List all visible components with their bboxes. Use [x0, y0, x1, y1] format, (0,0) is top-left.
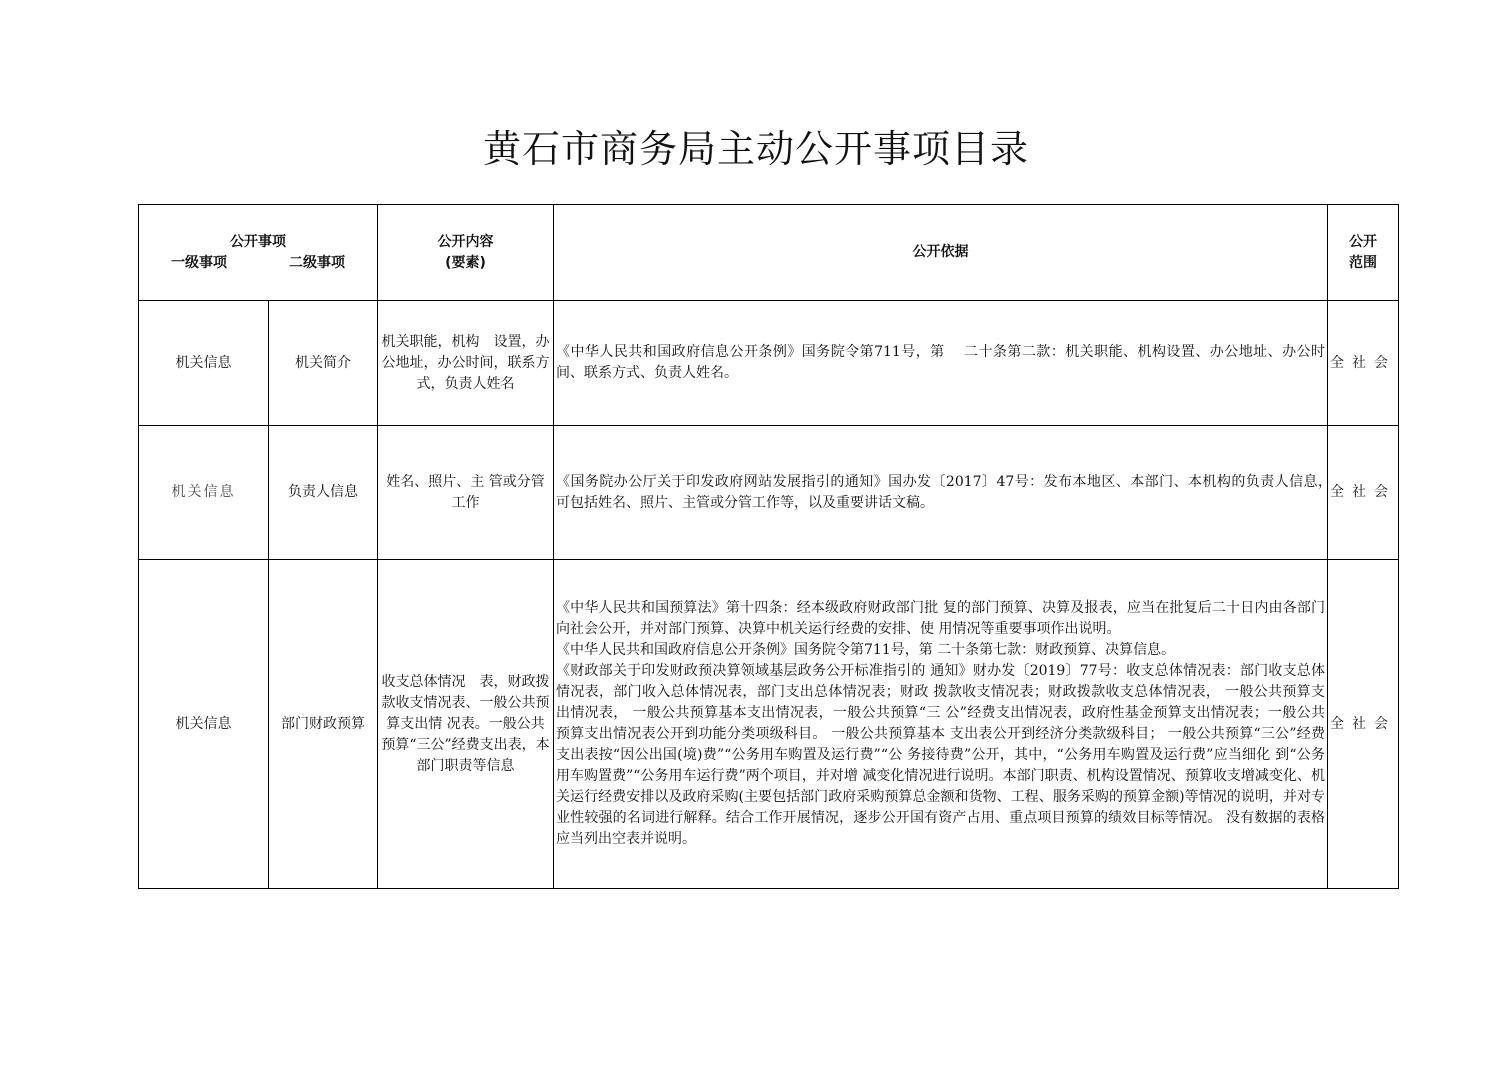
header-level1: 一级事项	[171, 254, 227, 271]
basis-paragraph: 《中华人民共和国政府信息公开条例》国务院令第711号，第 二十条第二款：机关职能、机构设置、办公地址、办公时间、联系方式、负责人姓名。	[556, 344, 1325, 381]
header-content-cell	[378, 205, 554, 301]
row-basis	[554, 560, 1328, 889]
row-level2: 机关简介	[269, 301, 378, 426]
table-header-row	[139, 205, 1399, 301]
row-level2: 负责人信息	[269, 426, 378, 560]
row-level1: 机关信息	[139, 560, 269, 889]
header-item: 公开事项	[230, 233, 286, 250]
row-level1: 机关信息	[139, 426, 269, 560]
basis-paragraph: 《中华人民共和国预算法》第十四条：经本级政府财政部门批 复的部门预算、决算及报表，应当在批复后二十日内由各部门 向社会公开，并对部门预算、决算中机关运行经费的安排、使 用情况等重要事项作出说明。	[556, 600, 1325, 637]
header-scope-cell	[1328, 205, 1399, 301]
table-row	[139, 426, 1399, 560]
row-level2: 部门财政预算	[269, 560, 378, 889]
page-title: 黄石市商务局主动公开事项目录	[482, 127, 1029, 171]
header-level2: 二级事项	[289, 254, 345, 271]
header-scope-line1: 公开	[1349, 233, 1377, 250]
table-row	[139, 560, 1399, 889]
row-content: 姓名、照片、主 管或分管工作	[378, 426, 554, 560]
basis-paragraph: 《国务院办公厅关于印发政府网站发展指引的通知》国办发〔2017〕47号：发布本地区、本部门、本机构的负责人信息， 可包括姓名、照片、主管或分管工作等，以及重要讲话文稿。	[556, 473, 1339, 511]
row-content: 收支总体情况 表，财政拨款收支情况表、一般公共预算支出情 况表。一般公共 预算“三公”经费支出表，本部门职责等信息	[378, 560, 554, 889]
basis-paragraph: 《财政部关于印发财政预决算领域基层政务公开标准指引的 通知》财办发〔2019〕77号：收支总体情况表：部门收支总体情况表，部门收入总体情况表，部门支出总体情况表；财政 拨款收支情况表；财政拨款收支总体情况表， 一般公共预算支 出情况表， 一般公共预算基本支出情况表，一般公共预算“三 公”经费支出情况表，政府性基金预算支出情况表；一般公共 预算支出情况表公开到功能分类项级科目。 一般公共预算基本 支出表公开到经济分类款级科目； 一般公共预算“三公”经费 支出表按“因公出国(境)费”“公务用车购置及运行费”“公 务接待费”公开，其中，“公务用车购置及运行费”应当细化 到“公务用车购置费”“公务用车运行费”两个项目，并对增 减变化情况进行说明。本部门职责、机构设置情况、预算收支增减变化、机关运行经费安排以及政府采购(主要包括部门政府采购预算总金额和货物、工程、服务采购的预算金额)等情况的说明，并对专业性较强的名词进行解释。结合工作开展情况，逐步公开国有资产占用、重点项目预算的绩效目标等情况。 没有数据的表格应当列出空表并说明。	[556, 663, 1325, 847]
header-content-line1: 公开内容	[437, 233, 494, 250]
header-item-cell	[139, 205, 378, 301]
header-content-line2: (要素)	[445, 254, 486, 271]
header-scope-line2: 范围	[1349, 254, 1377, 271]
row-level1: 机关信息	[139, 301, 269, 426]
row-content: 机关职能，机构 设置，办公地址，办公时间，联系方式，负责人姓名	[378, 301, 554, 426]
table-row	[139, 301, 1399, 426]
row-scope: 全社会	[1328, 426, 1399, 560]
row-scope: 全社会	[1328, 301, 1399, 426]
disclosure-table	[138, 204, 1399, 889]
header-basis: 公开依据	[554, 205, 1328, 301]
row-basis	[554, 301, 1328, 426]
basis-paragraph: 《中华人民共和国政府信息公开条例》国务院令第711号，第 二十条第七款：财政预算、决算信息。	[556, 642, 1176, 658]
row-scope: 全社会	[1328, 560, 1399, 889]
row-basis	[554, 426, 1339, 560]
